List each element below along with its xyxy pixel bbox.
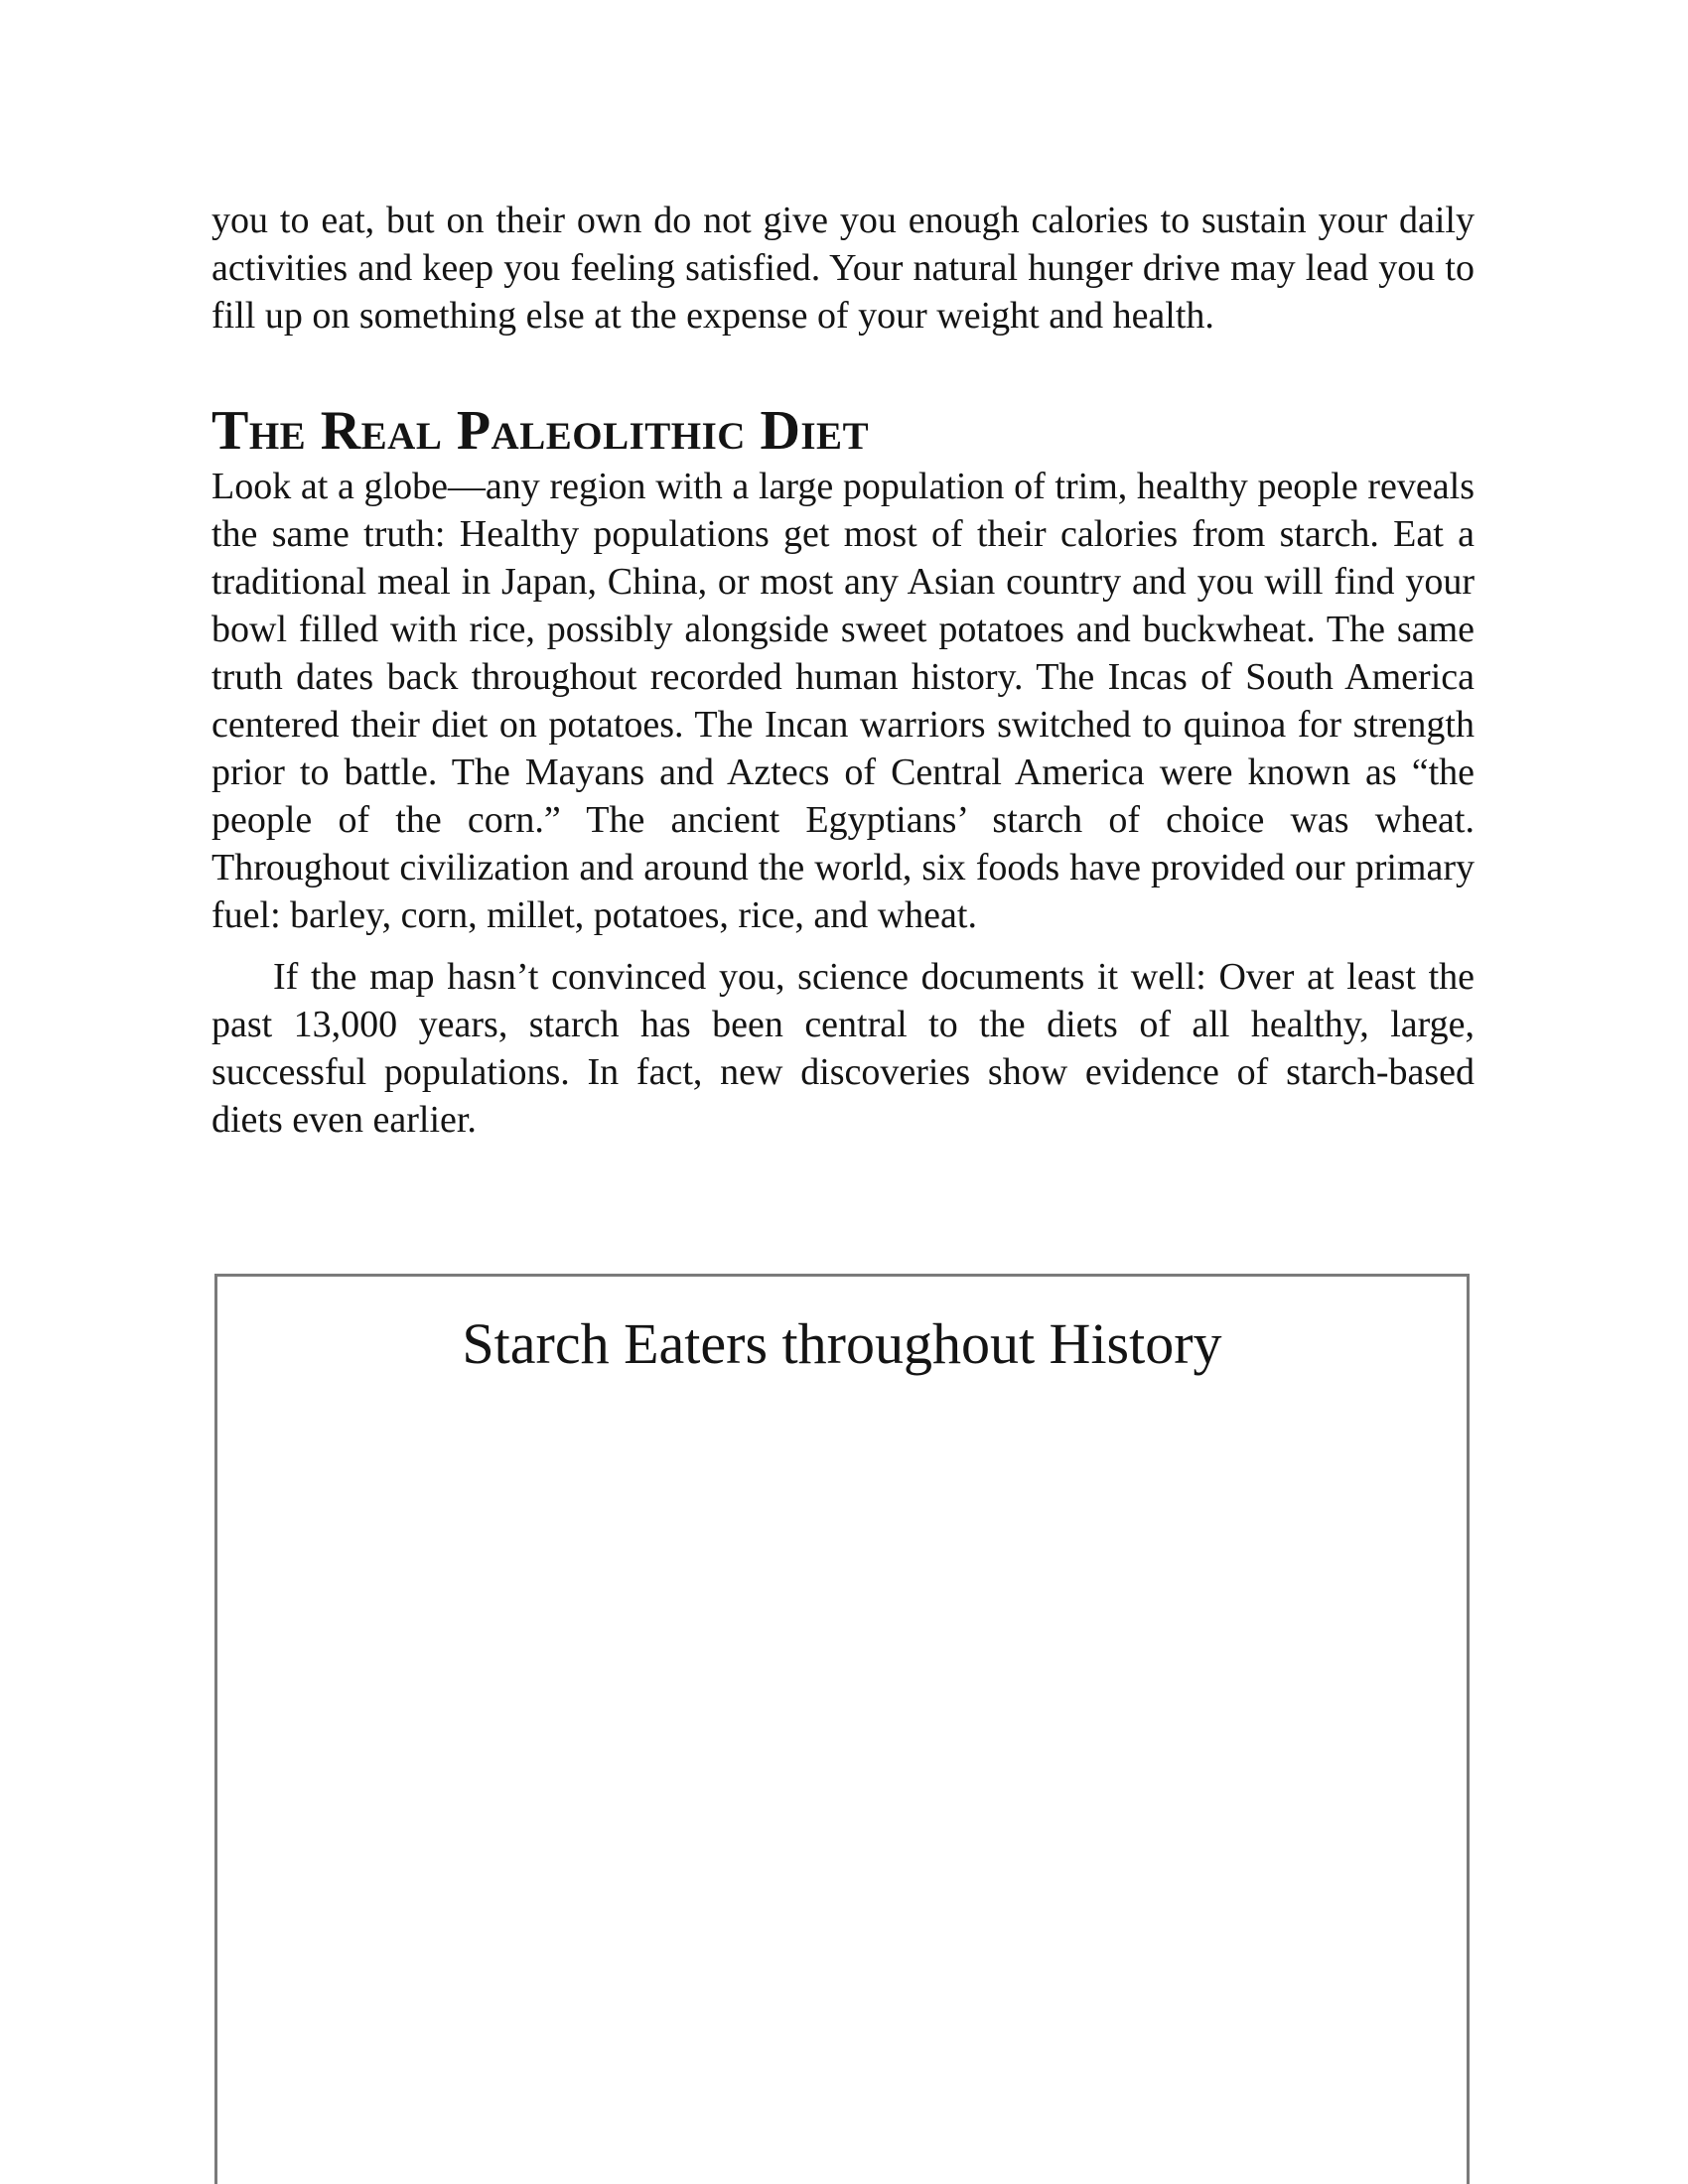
text-column: [211, 197, 1475, 1144]
section-heading: The Real Paleolithic Diet: [211, 400, 870, 462]
figure-box: [214, 1274, 1470, 2184]
figure-title: Starch Eaters throughout History: [462, 1311, 1222, 1376]
body-paragraph-2: If the map hasn’t convinced you, science documents it well: Over at least the past 13,000 years, starch has been central to the diets of all healthy, large, successful populations. In fact, new discoveries show evidence of starch-based diets even earlier.: [211, 956, 1475, 1141]
intro-paragraph: you to eat, but on their own do not give you enough calories to sustain your daily activities and keep you feeling satisfied. Your natural hunger drive may lead you to fill up on something else at the expense of your weight and health.: [211, 200, 1475, 337]
body-paragraph-1: Look at a globe—any region with a large population of trim, healthy people reveals the same truth: Healthy populations get most of their calories from starch. Eat a traditional meal in Japan, China, or most any Asian country and you will find your bowl filled with rice, possibly alongside sweet potatoes and buckwheat. The same truth dates back throughout recorded human history. The Incas of South America centered their diet on potatoes. The Incan warriors switched to quinoa for strength prior to battle. The Mayans and Aztecs of Central America were known as “the people of the corn.” The ancient Egyptians’ starch of choice was wheat. Throughout civilization and around the world, six foods have provided our primary fuel: barley, corn, millet, potatoes, rice, and wheat.: [211, 466, 1475, 936]
